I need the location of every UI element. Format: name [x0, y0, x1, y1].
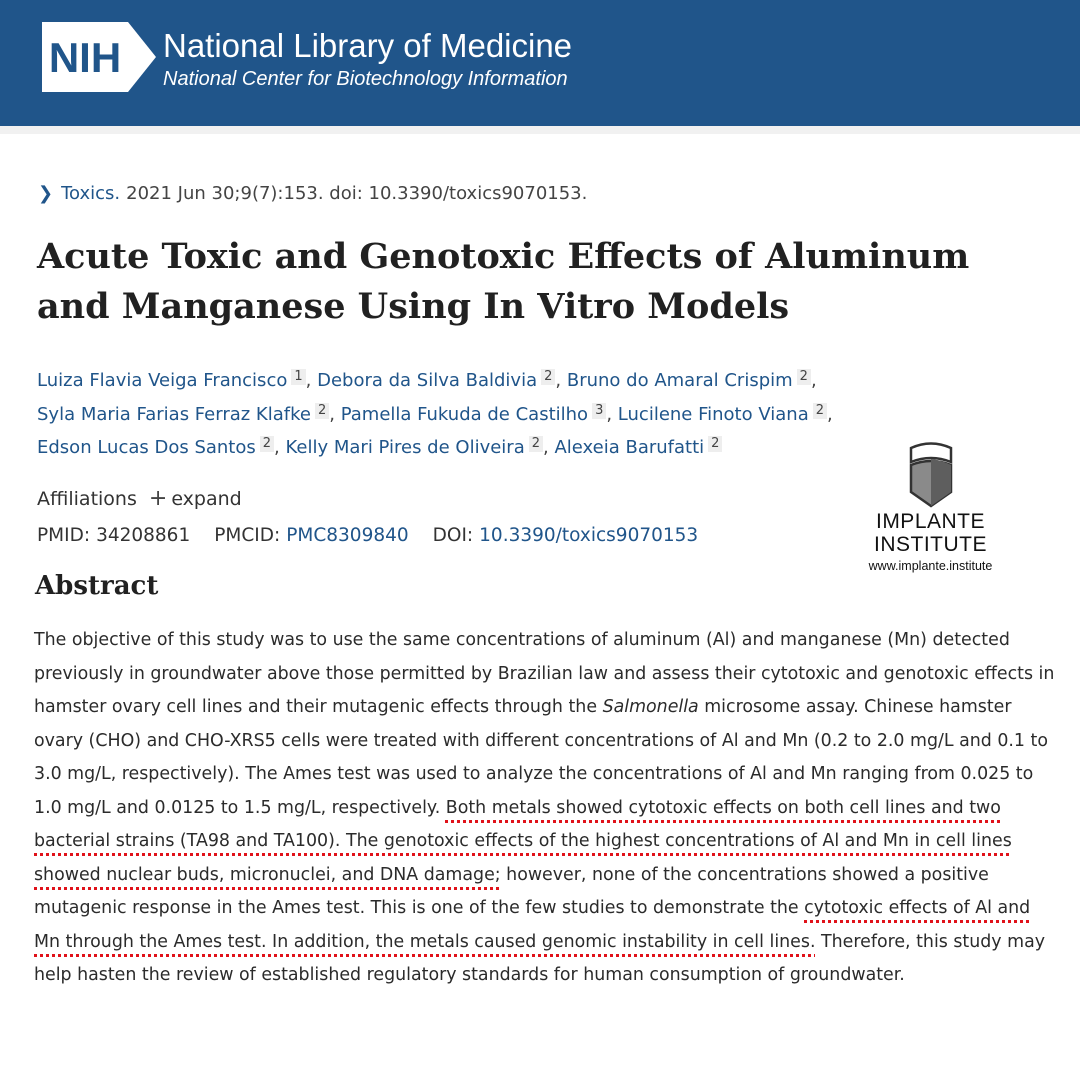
- watermark-line2: INSTITUTE: [874, 533, 987, 556]
- author-link[interactable]: Kelly Mari Pires de Oliveira: [285, 437, 525, 458]
- abstract-heading: Abstract: [35, 571, 159, 601]
- org-title[interactable]: National Library of Medicine: [163, 27, 573, 64]
- author-item: [554, 437, 722, 458]
- site-header: [0, 0, 1080, 126]
- journal-link[interactable]: Toxics.: [61, 183, 121, 204]
- author-link[interactable]: Pamella Fukuda de Castilho: [340, 403, 589, 425]
- identifiers-row: [37, 522, 698, 550]
- affiliation-badge[interactable]: 2: [797, 369, 811, 385]
- pmid-value: 34208861: [96, 525, 191, 546]
- pmcid-link[interactable]: PMC8309840: [286, 525, 409, 546]
- author-item: [567, 370, 811, 391]
- affiliation-badge[interactable]: 2: [813, 403, 827, 419]
- affiliations-label: Affiliations: [37, 488, 137, 510]
- pmcid-label: PMCID:: [214, 525, 281, 546]
- author-item: [37, 370, 306, 391]
- author-link[interactable]: Syla Maria Farias Ferraz Klafke: [37, 403, 311, 425]
- author-item: [618, 404, 827, 425]
- author-item: [37, 404, 329, 425]
- implante-institute-watermark: [858, 440, 1003, 580]
- affiliation-badge[interactable]: 2: [708, 436, 722, 452]
- chevron-right-icon: ❯: [38, 183, 54, 204]
- author-link[interactable]: Lucilene Finoto Viana: [617, 403, 809, 425]
- doi-link[interactable]: 10.3390/toxics9070153: [479, 525, 699, 546]
- nih-logo-icon: [42, 22, 158, 92]
- affiliation-badge[interactable]: 1: [291, 369, 305, 385]
- watermark-url: www.implante.institute: [868, 559, 993, 573]
- author-list: Luiza Flavia Veiga Francisco 1 , Debora da Silva Baldivia 2 , Bruno do Amaral Crispim 2 , Syla Maria Farias Ferraz Klafke 2 , Pamella Fukuda de Castilho 3 , Lucilene Finoto Viana 2 , Edson Lucas Dos Santos 2 , Kelly Mari Pires de Oliveira 2 , Alexeia Barufatti 2: [37, 369, 833, 458]
- author-item: [317, 370, 555, 391]
- abstract-segment: The objective of this study was to use the same concentrations of aluminum (Al) and manganese (Mn) detected previously in groundwater above those permitted by Brazilian law and assess their cytotoxic and genotoxic effects in hamster ovary cell lines and their mutagenic effects through the: [34, 630, 1055, 717]
- shield-cup-icon: [908, 440, 954, 508]
- author-item: [341, 404, 607, 425]
- org-subtitle: National Center for Biotechnology Information: [163, 68, 568, 90]
- citation-line: [38, 180, 587, 208]
- watermark-line1: IMPLANTE: [875, 510, 986, 533]
- abstract-text: [34, 624, 1056, 993]
- author-link[interactable]: Edson Lucas Dos Santos: [37, 437, 256, 458]
- citation-details: 2021 Jun 30;9(7):153. doi: 10.3390/toxics9070153.: [126, 183, 588, 204]
- author-item: [37, 437, 274, 458]
- plus-icon: +: [148, 486, 168, 511]
- nih-logo[interactable]: [42, 22, 158, 92]
- doi-label: DOI:: [432, 525, 474, 546]
- highlight-underline: Both metals showed cytotoxic effects on both cell lines and two bacterial strains (TA98 and TA100). The genotoxic effects of the highest concentrations of Al and Mn in cell lines showed nuclear buds, micronuclei, and DNA damage;: [34, 797, 1012, 885]
- author-link[interactable]: Alexeia Barufatti: [554, 437, 705, 458]
- header-divider: [0, 126, 1080, 134]
- svg-text:NIH: NIH: [48, 34, 122, 81]
- highlight-underline: cytotoxic effects of Al and Mn through the Ames test. In addition, the metals caused genomic instability in cell lines.: [34, 898, 1031, 952]
- affiliation-badge[interactable]: 2: [541, 369, 555, 385]
- author-link[interactable]: Bruno do Amaral Crispim: [566, 370, 793, 391]
- article-title: Acute Toxic and Genotoxic Effects of Aluminum and Manganese Using In Vitro Models: [37, 236, 970, 327]
- affiliations-toggle[interactable]: [37, 485, 242, 513]
- affiliation-badge[interactable]: 2: [529, 436, 543, 452]
- affiliation-badge[interactable]: 2: [260, 436, 274, 452]
- pmid-label: PMID:: [37, 525, 91, 546]
- author-link[interactable]: Luiza Flavia Veiga Francisco: [37, 370, 288, 391]
- author-item: [286, 437, 544, 458]
- affiliation-badge[interactable]: 3: [592, 403, 606, 419]
- affiliation-badge[interactable]: 2: [315, 403, 329, 419]
- author-link[interactable]: Debora da Silva Baldivia: [317, 370, 538, 391]
- expand-label: expand: [171, 488, 242, 510]
- abstract-italic: Salmonella: [602, 697, 699, 717]
- abstract-segment: Therefore, this study may help hasten the review of established regulatory standards for human consumption of groundwater.: [34, 931, 1046, 985]
- abstract-segment: however, none of the concentrations showed a positive mutagenic response in the Ames test. This is one of the few studies to demonstrate the: [34, 864, 989, 918]
- abstract-segment: microsome assay. Chinese hamster ovary (CHO) and CHO-XRS5 cells were treated with different concentrations of Al and Mn (0.2 to 2.0 mg/L and 0.1 to 3.0 mg/L, respectively). The Ames test was used to analyze the concentrations of Al and Mn ranging from 0.025 to 1.0 mg/L and 0.0125 to 1.5 mg/L, respectively.: [34, 697, 1048, 818]
